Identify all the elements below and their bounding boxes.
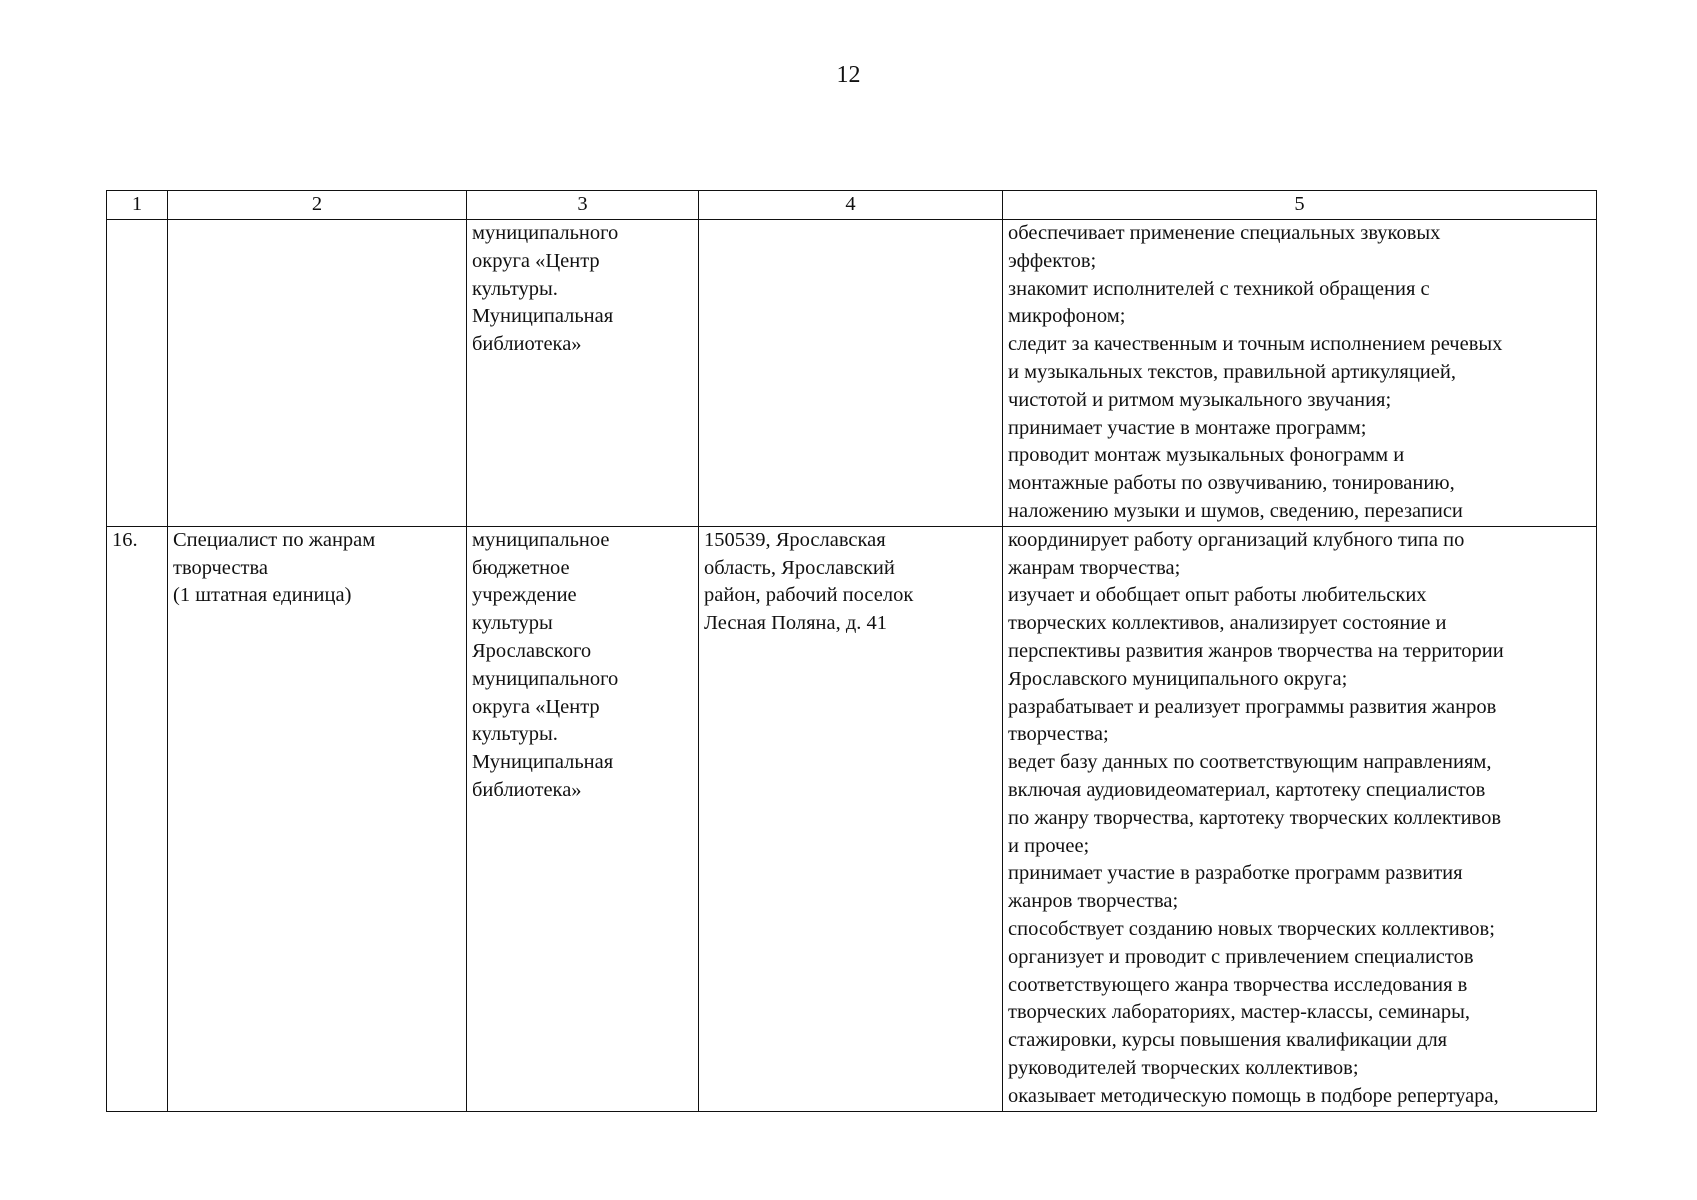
cell-line: библиотека»: [472, 778, 582, 801]
cell-line: творческих коллективов, анализирует состояние и: [1008, 612, 1447, 635]
cell-line: Специалист по жанрам: [173, 528, 376, 551]
cell-line: разрабатывает и реализует программы развития жанров: [1008, 695, 1497, 718]
cell-line: творческих лабораториях, мастер-классы, семинары,: [1008, 1001, 1471, 1024]
organization-cell: [467, 526, 699, 1111]
cell-line: район, рабочий поселок: [704, 584, 914, 607]
cell-line: учреждение: [472, 584, 577, 607]
cell-line: и прочее;: [1008, 834, 1090, 857]
page-number: 12: [836, 62, 861, 88]
cell-line: руководителей творческих коллективов;: [1008, 1056, 1359, 1079]
column-number-row: [107, 191, 1597, 220]
cell-line: (1 штатная единица): [173, 584, 352, 607]
cell-line: организует и проводит с привлечением специалистов: [1008, 945, 1474, 968]
cell-line: и музыкальных текстов, правильной артикуляцией,: [1008, 360, 1456, 383]
cell-line: обеспечивает применение специальных звуковых: [1008, 222, 1441, 244]
cell-line: стажировки, курсы повышения квалификации для: [1008, 1029, 1448, 1052]
row-number-cell: [107, 220, 168, 527]
table-row: [107, 220, 1597, 527]
cell-line: монтажные работы по озвучиванию, тонированию,: [1008, 472, 1455, 495]
duties-cell: [1003, 220, 1597, 527]
cell-line: Ярославского муниципального округа;: [1008, 667, 1348, 690]
organization-cell: [467, 220, 699, 527]
cell-line: округа «Центр: [472, 249, 600, 272]
column-header: 2: [168, 191, 467, 220]
cell-line: муниципальное: [472, 528, 610, 551]
column-header: 3: [467, 191, 699, 220]
cell-line: изучает и обобщает опыт работы любительских: [1008, 584, 1427, 607]
cell-line: проводит монтаж музыкальных фонограмм и: [1008, 444, 1405, 467]
positions-table: [106, 190, 1597, 1112]
address-cell: [699, 526, 1003, 1111]
cell-line: округа «Центр: [472, 695, 600, 718]
cell-line: область, Ярославский: [704, 556, 895, 579]
cell-line: 150539, Ярославская: [704, 528, 886, 551]
cell-line: бюджетное: [472, 556, 570, 579]
cell-line: творчества;: [1008, 723, 1109, 746]
cell-line: способствует созданию новых творческих коллективов;: [1008, 917, 1495, 940]
cell-line: следит за качественным и точным исполнением речевых: [1008, 333, 1503, 356]
cell-line: муниципального: [472, 222, 619, 244]
cell-line: культуры.: [472, 277, 558, 300]
cell-line: по жанру творчества, картотеку творческих коллективов: [1008, 806, 1502, 829]
cell-line: 16.: [112, 528, 138, 551]
duties-cell: [1003, 526, 1597, 1111]
cell-line: культуры.: [472, 723, 558, 746]
cell-line: творчества: [173, 556, 268, 579]
cell-line: Лесная Поляна, д. 41: [704, 612, 888, 635]
cell-line: муниципального: [472, 667, 619, 690]
cell-line: включая аудиовидеоматериал, картотеку специалистов: [1008, 778, 1486, 801]
column-header: 1: [107, 191, 168, 220]
cell-line: наложению музыки и шумов, сведению, перезаписи: [1008, 499, 1463, 522]
position-cell: [168, 526, 467, 1111]
cell-line: координирует работу организаций клубного типа по: [1008, 528, 1465, 551]
cell-line: жанрам творчества;: [1008, 556, 1181, 579]
cell-line: чистотой и ритмом музыкального звучания;: [1008, 388, 1392, 411]
cell-line: принимает участие в разработке программ развития: [1008, 862, 1463, 885]
cell-line: Муниципальная: [472, 305, 614, 328]
column-header: 4: [699, 191, 1003, 220]
cell-line: библиотека»: [472, 333, 582, 356]
row-number-cell: [107, 526, 168, 1111]
position-cell: [168, 220, 467, 527]
cell-line: ведет базу данных по соответствующим направлениям,: [1008, 751, 1492, 774]
cell-line: жанров творчества;: [1008, 890, 1179, 913]
cell-line: оказывает методическую помощь в подборе репертуара,: [1008, 1084, 1499, 1107]
table-row: [107, 526, 1597, 1111]
cell-line: знакомит исполнителей с техникой обращения с: [1008, 277, 1430, 300]
cell-line: микрофоном;: [1008, 305, 1126, 328]
cell-line: принимает участие в монтаже программ;: [1008, 416, 1367, 439]
cell-line: перспективы развития жанров творчества на территории: [1008, 639, 1504, 662]
column-header: 5: [1003, 191, 1597, 220]
address-cell: [699, 220, 1003, 527]
cell-line: культуры: [472, 612, 553, 635]
cell-line: соответствующего жанра творчества исследования в: [1008, 973, 1468, 996]
cell-line: эффектов;: [1008, 249, 1097, 272]
cell-line: Ярославского: [472, 639, 592, 662]
cell-line: Муниципальная: [472, 751, 614, 774]
